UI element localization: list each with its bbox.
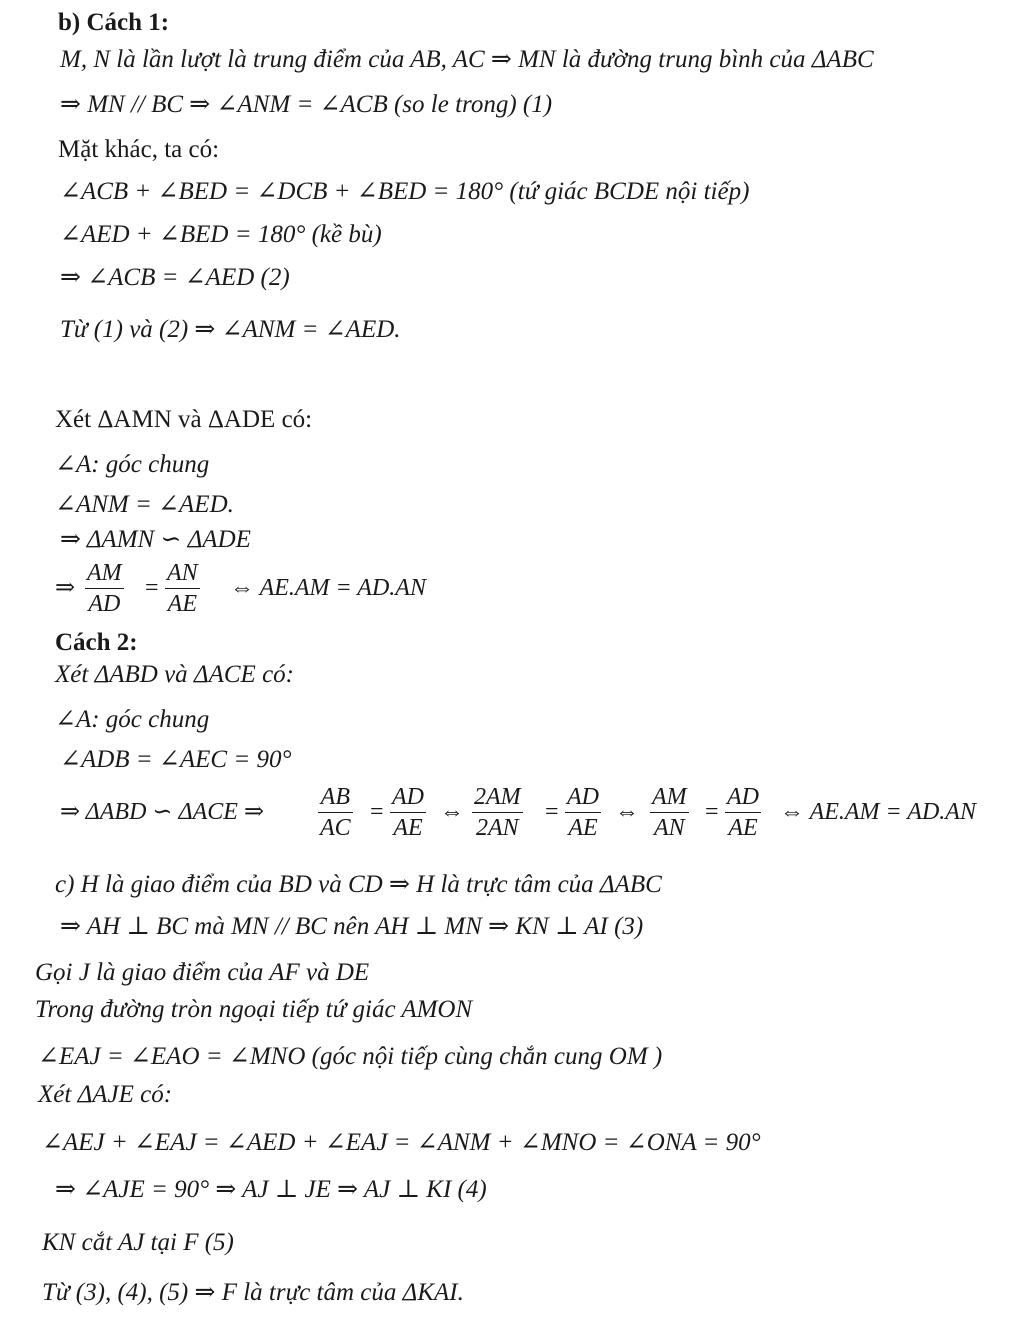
text-line: Xét ΔABD và ΔACE có: — [55, 661, 294, 688]
fraction — [165, 560, 200, 617]
text-line: ⇒ ΔAMN ∽ ΔADE — [60, 526, 251, 553]
fraction-bar — [565, 812, 601, 813]
equals-symbol: = — [545, 799, 559, 825]
text-line: ∠ANM = ∠AED. — [55, 491, 234, 518]
denominator: AE — [728, 815, 758, 841]
denominator: AE — [568, 815, 598, 841]
fraction-bar — [85, 588, 124, 589]
text-line: Trong đường tròn ngoại tiếp tứ giác AMON — [35, 996, 473, 1023]
text-line: ⇒ AH ⊥ BC mà MN // BC nên AH ⊥ MN ⇒ KN ⊥ AI (3) — [60, 913, 644, 940]
numerator: AN — [167, 560, 198, 586]
fraction — [472, 784, 523, 841]
numerator: AD — [567, 784, 599, 810]
text-line: Từ (1) và (2) ⇒ ∠ANM = ∠AED. — [60, 316, 401, 343]
fraction — [85, 560, 124, 617]
equals-symbol: = — [705, 799, 719, 825]
text-line: ∠A: góc chung — [55, 451, 210, 478]
heading-cach-1: b) Cách 1: — [58, 9, 170, 36]
denominator: 2AN — [475, 815, 519, 841]
implies-symbol: ⇒ — [55, 575, 76, 601]
fraction — [390, 784, 426, 841]
equals-symbol: = — [370, 799, 384, 825]
text-line: ⇒ MN // BC ⇒ ∠ANM = ∠ACB (so le trong) (1) — [60, 91, 553, 118]
fraction — [725, 784, 761, 841]
denominator: AD — [88, 591, 121, 617]
text-line: Mặt khác, ta có: — [58, 136, 220, 163]
text-line: ⇒ ∠AJE = 90° ⇒ AJ ⊥ JE ⇒ AJ ⊥ KI (4) — [55, 1176, 487, 1203]
denominator: AE — [393, 815, 423, 841]
numerator: AD — [727, 784, 759, 810]
text-line: Xét ΔAMN và ΔADE có: — [55, 406, 313, 433]
text-line: Gọi J là giao điểm của AF và DE — [35, 959, 370, 986]
denominator: AC — [320, 815, 351, 841]
text-line: ⇒ ∠ACB = ∠AED (2) — [60, 264, 290, 291]
equation-tail: ⇔ AE.AM = AD.AN — [780, 799, 976, 825]
fraction — [650, 784, 689, 841]
fraction-equation-2 — [60, 782, 1020, 842]
text-line: Từ (3), (4), (5) ⇒ F là trực tâm của ΔKAI. — [42, 1279, 464, 1306]
fraction-bar — [390, 812, 426, 813]
fraction-bar — [725, 812, 761, 813]
equals-symbol: = — [145, 575, 159, 601]
iff-symbol: ⇔ — [440, 799, 464, 825]
text-line: Xét ΔAJE có: — [38, 1081, 173, 1108]
fraction-bar — [650, 812, 689, 813]
denominator: AN — [653, 815, 685, 841]
text-line: ∠ACB + ∠BED = ∠DCB + ∠BED = 180° (tứ giác BCDE nội tiếp) — [60, 178, 750, 205]
equation-tail: ⇔ AE.AM = AD.AN — [230, 575, 426, 601]
text-line: ∠AEJ + ∠EAJ = ∠AED + ∠EAJ = ∠ANM + ∠MNO = ∠ONA = 90° — [42, 1129, 761, 1156]
fraction — [565, 784, 601, 841]
text-line: KN cắt AJ tại F (5) — [42, 1229, 234, 1256]
fraction-bar — [165, 588, 200, 589]
fraction-equation-1 — [55, 558, 555, 618]
text-line: ∠A: góc chung — [55, 706, 210, 733]
text-line: c) H là giao điểm của BD và CD ⇒ H là trực tâm của ΔABC — [55, 871, 662, 898]
numerator: AB — [320, 784, 350, 810]
text-line: ∠ADB = ∠AEC = 90° — [60, 746, 292, 773]
heading-cach-2: Cách 2: — [55, 629, 138, 656]
numerator: AD — [392, 784, 424, 810]
numerator: 2AM — [474, 784, 521, 810]
numerator: AM — [652, 784, 687, 810]
denominator: AE — [167, 591, 197, 617]
text-line: M, N là lần lượt là trung điểm của AB, AC ⇒ MN là đường trung bình của ΔABC — [60, 46, 874, 73]
fraction-bar — [318, 812, 353, 813]
iff-symbol: ⇔ — [615, 799, 639, 825]
text-line: ∠EAJ = ∠EAO = ∠MNO (góc nội tiếp cùng chắn cung OM ) — [38, 1043, 663, 1070]
fraction-bar — [472, 812, 523, 813]
fraction — [318, 784, 353, 841]
similarity-lead: ⇒ ΔABD ∽ ΔACE ⇒ — [60, 799, 265, 825]
text-line: ∠AED + ∠BED = 180° (kề bù) — [60, 221, 382, 248]
numerator: AM — [87, 560, 122, 586]
